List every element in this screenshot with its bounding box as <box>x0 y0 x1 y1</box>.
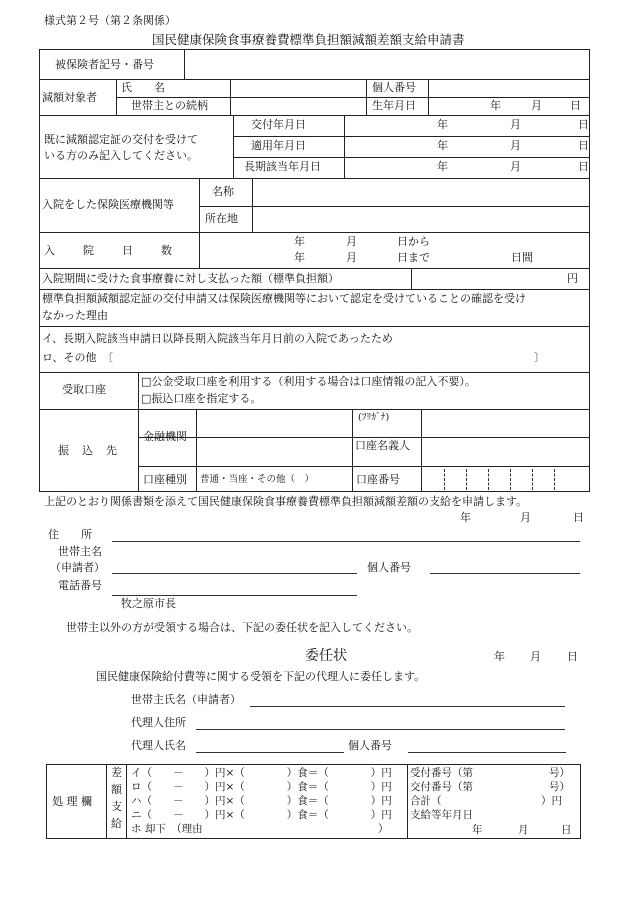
relationship-field[interactable] <box>232 99 364 114</box>
form-number: 様式第２号（第２条関係） <box>44 14 176 27</box>
proxy-address-field[interactable] <box>196 714 565 729</box>
to-month: 月 <box>346 251 357 264</box>
applicant-individual-number-field[interactable] <box>430 558 580 573</box>
from-year: 年 <box>294 235 305 248</box>
to-year: 年 <box>294 251 305 264</box>
relationship-label: 世帯主との続柄 <box>131 99 208 112</box>
meal-cost-yen: 円 <box>567 272 578 285</box>
diff-char-4: 給 <box>111 817 122 830</box>
declaration: 上記のとおり関係書類を添えて国民健康保険食事療養費標準負担額減額差額の支給を申請します。 <box>44 495 528 508</box>
proxy-title: 委任状 <box>305 648 347 664</box>
bank-field[interactable] <box>198 411 350 464</box>
receive-option-public[interactable]: □公金受取口座を利用する（利用する場合は口座情報の記入不要）。 <box>141 375 476 388</box>
name-field[interactable] <box>232 81 364 96</box>
total-close: ）円 <box>541 795 562 807</box>
furigana-label: (ﾌﾘｶﾞﾅ) <box>358 412 390 423</box>
diff-char-3: 支 <box>111 800 122 813</box>
diff-char-1: 差 <box>111 766 122 779</box>
birth-year: 年 <box>490 99 501 112</box>
payment-month: 月 <box>518 824 529 836</box>
reason-line1: 標準負担額減額認定証の交付申請又は保険医療機関等において認定を受けていることの確認を受け <box>42 292 526 305</box>
account-type-label: 口座種別 <box>143 473 187 486</box>
proxy-statement: 国民健康保険給付費等に関する受領を下記の代理人に委任します。 <box>96 670 426 683</box>
payment-year: 年 <box>472 824 483 836</box>
proxy-name-field[interactable] <box>196 737 344 752</box>
apply-year: 年 <box>437 139 448 152</box>
account-number-label: 口座番号 <box>356 473 400 486</box>
reason-i[interactable]: イ、長期入院該当申請日以降長期入院該当年月日前の入院であったため <box>42 332 393 345</box>
cert-holder-line1: 既に減額認定証の交付を受けて <box>44 133 198 146</box>
proxy-householder-field[interactable] <box>250 691 565 706</box>
proxy-address-label: 代理人住所 <box>131 716 186 729</box>
apply-month: 月 <box>510 139 521 152</box>
reduction-subject-label: 減額対象者 <box>42 91 97 104</box>
calc-row-ha: ハ（ － ）円×（ ）食＝（ ）円 <box>131 795 392 807</box>
hospital-address-label: 所在地 <box>205 212 238 225</box>
from-month: 月 <box>346 235 357 248</box>
hospital-label: 入院をした保険医療機関等 <box>42 198 174 211</box>
hospital-address-field[interactable] <box>254 208 588 230</box>
proxy-householder-label: 世帯主氏名（申請者） <box>131 693 241 706</box>
address-field[interactable] <box>112 526 580 541</box>
decl-month: 月 <box>520 511 531 524</box>
reason-ro-close: 〕 <box>534 351 545 364</box>
householder-label: 世帯主名 <box>58 545 102 558</box>
birthdate-label: 生年月日 <box>372 99 416 112</box>
longterm-year: 年 <box>437 160 448 173</box>
proxy-note: 世帯主以外の方が受領する場合は、下記の委任状を記入してください。 <box>66 621 418 634</box>
hospital-name-field[interactable] <box>254 180 588 204</box>
diff-char-2: 額 <box>111 783 122 796</box>
total-label: 合計（ <box>410 795 442 807</box>
reject-row: ホ 却下 （理由 <box>131 823 203 835</box>
insured-number-field[interactable] <box>186 51 588 77</box>
proxy-name-label: 代理人氏名 <box>131 739 186 752</box>
issue-number-label: 交付番号（第 <box>410 781 473 793</box>
phone-field[interactable] <box>112 580 357 595</box>
bank-label: 金融機関 <box>143 430 187 443</box>
meal-cost-label: 入院期間に受けた食事療養に対し支払った額（標準負担額） <box>42 272 339 285</box>
account-holder-field[interactable] <box>423 411 588 464</box>
proxy-individual-number-label: 個人番号 <box>348 739 392 752</box>
proxy-month: 月 <box>530 650 541 663</box>
calc-row-ni: ニ（ － ）円×（ ）食＝（ ）円 <box>131 809 392 821</box>
reason-line2: なかった理由 <box>42 309 108 322</box>
longterm-month: 月 <box>510 160 521 173</box>
page-title: 国民健康保険食事療養費標準負担額減額差額支給申請書 <box>152 32 465 47</box>
proxy-year: 年 <box>494 650 505 663</box>
payment-day: 日 <box>561 824 572 836</box>
hospital-name-label: 名称 <box>212 185 234 198</box>
calc-row-i: イ（ － ）円×（ ）食＝（ ）円 <box>131 767 392 779</box>
account-type-options[interactable]: 普通・当座・その他（ ） <box>200 474 315 485</box>
cert-holder-line2: いる方のみ記入してください。 <box>44 149 198 162</box>
processing-label: 処 理 欄 <box>52 795 92 808</box>
mayor: 牧之原市長 <box>121 597 176 610</box>
receive-option-transfer[interactable]: □振込口座を指定する。 <box>141 392 262 405</box>
receipt-number-label: 受付番号（第 <box>410 767 473 779</box>
decl-year: 年 <box>460 511 471 524</box>
proxy-day: 日 <box>567 650 578 663</box>
reason-ro[interactable]: ロ、その他 〔 <box>42 351 114 364</box>
issue-date-label: 交付年月日 <box>251 118 306 131</box>
issue-day: 日 <box>578 118 589 131</box>
receive-account-label: 受取口座 <box>62 383 106 396</box>
individual-number-field[interactable] <box>430 81 588 96</box>
account-holder-label: 口座名義人 <box>355 439 410 452</box>
insured-number-label: 被保険者記号・番号 <box>55 58 154 71</box>
applicant-individual-number-label: 個人番号 <box>367 561 411 574</box>
issue-month: 月 <box>510 118 521 131</box>
phone-label: 電話番号 <box>58 579 102 592</box>
receipt-number-go: 号） <box>549 767 570 779</box>
from-label: 日から <box>397 235 430 248</box>
to-label: 日まで <box>397 251 430 264</box>
apply-date-label: 適用年月日 <box>251 139 306 152</box>
address-label: 住 所 <box>48 528 92 541</box>
issue-year: 年 <box>437 118 448 131</box>
payment-date-label: 支給等年月日 <box>410 809 473 821</box>
long-term-date-label: 長期該当年月日 <box>244 160 321 173</box>
proxy-individual-number-field[interactable] <box>408 737 566 752</box>
transfer-label: 振 込 先 <box>58 444 118 457</box>
longterm-day: 日 <box>578 160 589 173</box>
applicant-label: （申請者） <box>50 561 105 574</box>
individual-number-label: 個人番号 <box>372 81 416 94</box>
calc-row-ro: ロ（ － ）円×（ ）食＝（ ）円 <box>131 781 392 793</box>
apply-day: 日 <box>578 139 589 152</box>
decl-day: 日 <box>573 511 584 524</box>
issue-number-go: 号） <box>549 781 570 793</box>
name-label: 氏 名 <box>121 81 165 94</box>
account-number-field[interactable] <box>423 468 588 490</box>
householder-field[interactable] <box>112 558 357 573</box>
days-label: 日間 <box>511 251 533 264</box>
reject-close: ） <box>378 823 389 835</box>
birth-day: 日 <box>570 99 581 112</box>
meal-cost-field[interactable] <box>413 270 563 287</box>
birth-month: 月 <box>531 99 542 112</box>
admission-days-label: 入 院 日 数 <box>44 244 174 257</box>
